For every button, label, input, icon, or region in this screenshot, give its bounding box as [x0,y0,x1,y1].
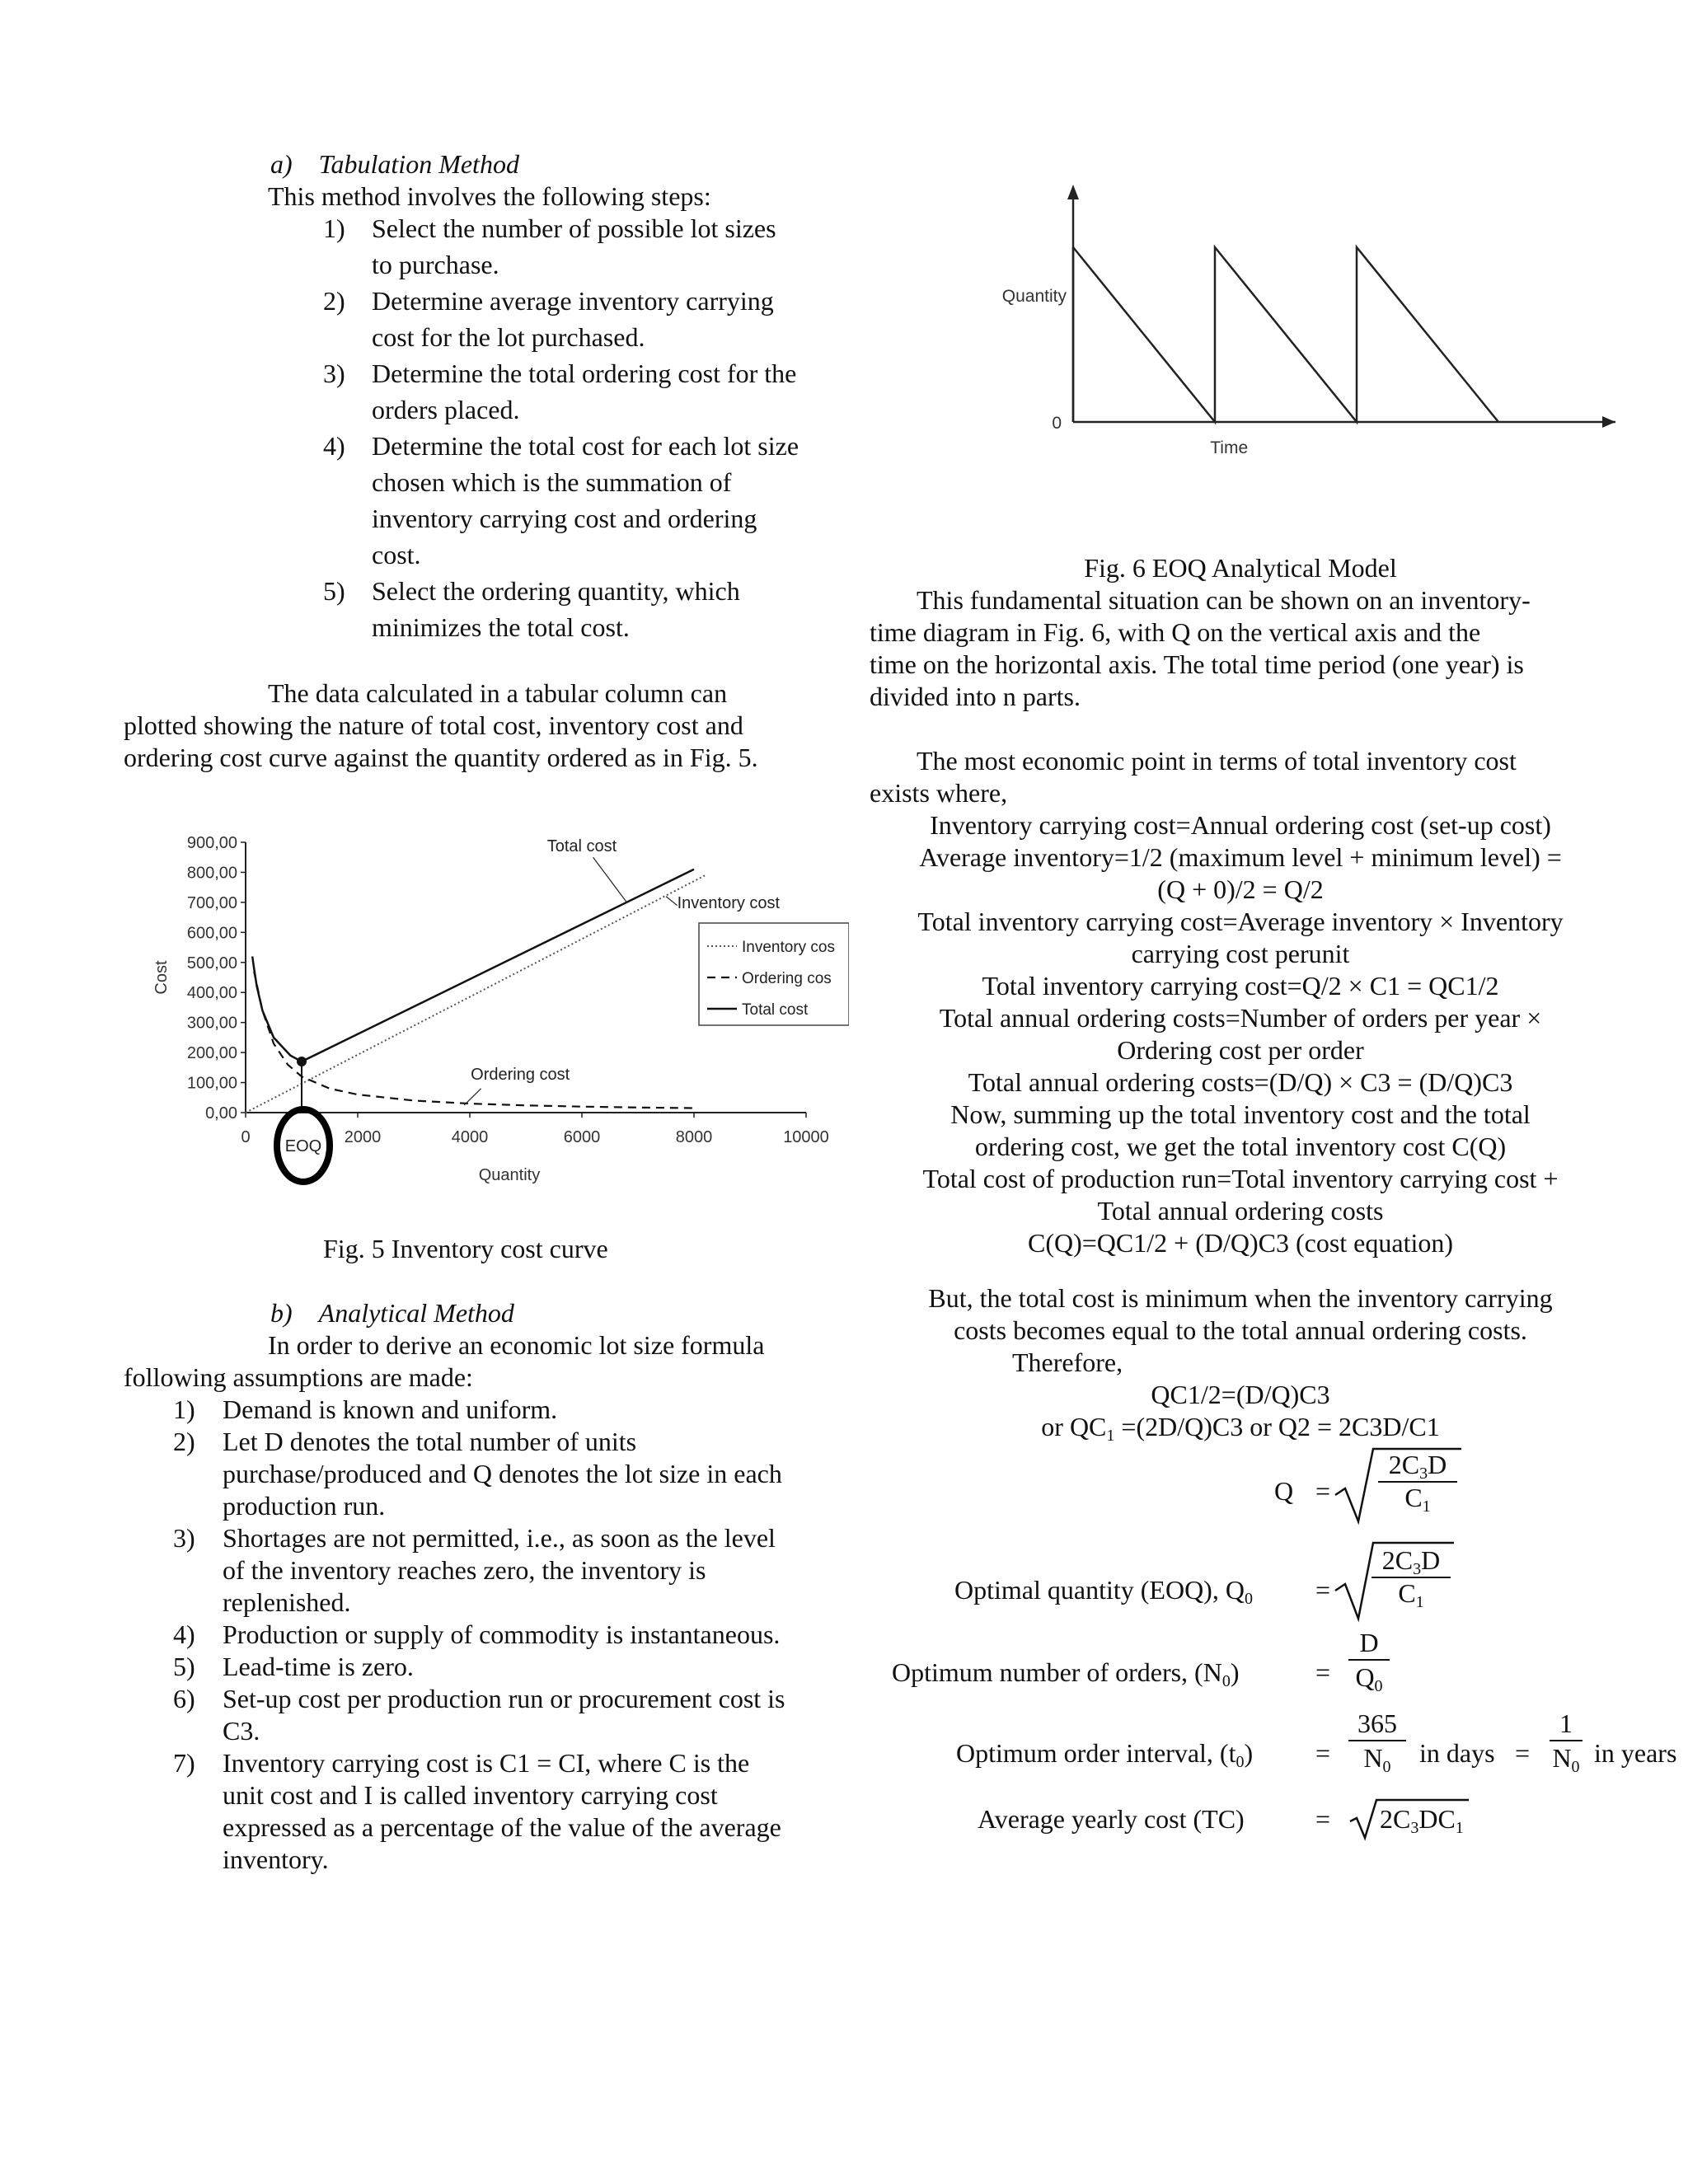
y-tick-label: 400,00 [186,984,237,1003]
step-number: 4) [323,431,345,461]
equals-sign: = [1515,1738,1531,1768]
fraction-bar [1550,1740,1582,1741]
x-axis-label: Time [1210,438,1249,457]
orders-numerator: D [1359,1628,1379,1657]
derivation-line: Ordering cost per order [1117,1035,1364,1065]
step-text-line: chosen which is the summation of [372,467,732,497]
assumption-number: 2) [173,1427,195,1456]
assumption-number: 3) [173,1523,195,1553]
assumption-text-line: Inventory carrying cost is C1 = CI, where C is the [223,1748,750,1778]
eoq-numerator: $2C_3D$ [1381,1545,1441,1578]
therefore-text: Therefore, [1012,1347,1123,1377]
step-text-line: Select the number of possible lot sizes [372,213,776,243]
fig6-caption: Fig. 6 EOQ Analytical Model [1084,553,1397,583]
assumption-number: 7) [173,1748,195,1778]
step-number: 5) [323,576,345,606]
annotation-leader [593,857,627,902]
assumption-number: 1) [173,1394,195,1424]
interval-label: Optimum order interval, $(t_0)$ [956,1738,1254,1771]
para3-line1: This fundamental situation can be shown on an inventory- [917,585,1531,615]
annotation-leader [464,1089,481,1105]
y-axis-arrow [1067,185,1079,199]
y-axis-label: Cost [152,960,171,995]
q-symbol: Q [1274,1476,1294,1506]
derivation-line: Now, summing up the total inventory cost and the total [950,1099,1531,1129]
y-tick-label: 200,00 [186,1044,237,1063]
q-denominator: $C_1$ [1404,1483,1431,1516]
derivation-line: Total inventory carrying cost=Average inventory × Inventory [917,907,1564,936]
y-tick-label: 600,00 [186,924,237,943]
one-numerator: 1 [1559,1708,1573,1738]
eoq-label: Optimal quantity (EOQ), $Q_0$ [954,1575,1253,1608]
step-text-line: to purchase. [372,250,499,279]
y-tick-label: 500,00 [186,954,237,972]
sawtooth-line [1073,247,1498,422]
equals-sign: = [1315,1804,1331,1834]
y-axis-label: Quantity [1001,287,1067,306]
x-tick-label: 4000 [451,1128,489,1146]
y-tick-label: 900,00 [186,834,237,852]
x-tick-label: 6000 [563,1128,601,1146]
equals-sign: = [1315,1738,1331,1768]
section-a-title: a) Tabulation Method [270,149,519,179]
fraction-bar [1348,1659,1390,1661]
x-axis-label: Quantity [478,1166,541,1184]
in-days-text: in days [1419,1738,1495,1768]
derivation-line: Inventory carrying cost=Annual ordering cost (set-up cost) [930,810,1551,840]
derivation-line: (Q + 0)/2 = Q/2 [1157,874,1324,904]
section-a-intro: This method involves the following steps: [268,181,711,211]
annotation-total-cost: Total cost [546,837,617,855]
eoq-label: EOQ [284,1137,322,1155]
annotation-inventory-cost: Inventory cost [677,894,781,913]
assumption-text-line: replenished. [223,1587,351,1617]
assumption-text-line: Set-up cost per production run or procurement cost is [223,1684,785,1713]
derivation-line: Total annual ordering costs=(D/Q) × C3 = (D/Q)C3 [968,1067,1513,1097]
conclusion-line2: costs becomes equal to the total annual ordering costs. [954,1315,1527,1345]
step-text-line: Determine average inventory carrying [372,286,774,316]
legend-label: Inventory cos [742,939,835,956]
y-tick-label: 700,00 [186,893,237,912]
q-numerator: $2C_3D$ [1388,1450,1447,1483]
series-solid-line [302,869,694,1062]
assumption-text-line: Demand is known and uniform. [223,1394,558,1424]
x-tick-label: 8000 [675,1128,713,1146]
orders-denominator: $Q_0$ [1355,1662,1383,1695]
step-number: 3) [323,359,345,388]
step-text-line: Select the ordering quantity, which [372,576,740,606]
y-tick-label: 100,00 [186,1074,237,1093]
derivation-line: C(Q)=QC1/2 + (D/Q)C3 (cost equation) [1027,1228,1453,1258]
origin-label: 0 [1052,414,1062,433]
assumption-text-line: Lead-time is zero. [223,1652,414,1681]
eoq-denominator: $C_1$ [1398,1578,1424,1611]
step-number: 1) [323,213,345,243]
para4-line2: exists where, [870,778,1008,808]
step-text-line: cost for the lot purchased. [372,322,645,352]
derivation-line: Total annual ordering costs=Number of orders per year × [939,1003,1542,1033]
para3-line2: time diagram in Fig. 6, with Q on the vertical axis and the [870,617,1481,647]
legend-label: Total cost [742,1001,809,1019]
para1-line3: ordering cost curve against the quantity ordered as in Fig. 5. [124,743,758,772]
assumption-text-line: unit cost and I is called inventory carrying cost [223,1780,718,1810]
inventory-cost-chart [148,824,849,1203]
para2-line1: In order to derive an economic lot size formula [268,1330,765,1360]
y-tick-label: 800,00 [186,864,237,883]
x-axis-arrow [1602,416,1615,428]
assumption-text-line: expressed as a percentage of the value of the average [223,1812,781,1842]
derivation-line: Total inventory carrying cost=Q/2 × C1 = QC1/2 [982,971,1499,1001]
years-denominator: $N_0$ [1552,1743,1580,1776]
para3-line3: time on the horizontal axis. The total time period (one year) is [870,649,1524,679]
step-text-line: Determine the total ordering cost for the [372,359,797,388]
para3-line4: divided into n parts. [870,682,1081,711]
assumption-text-line: C3. [223,1716,260,1746]
step-text-line: Determine the total cost for each lot size [372,431,799,461]
para4-line1: The most economic point in terms of total inventory cost [917,746,1517,776]
in-years-text: in years [1594,1738,1677,1768]
legend-label: Ordering cos [742,970,832,987]
orders-label: Optimum number of orders, $(N_0)$ [892,1657,1240,1690]
y-tick-label: 0,00 [205,1104,237,1122]
assumption-number: 4) [173,1619,195,1649]
x-tick-label: 2000 [344,1128,382,1146]
x-tick-label: 0 [241,1128,251,1146]
conclusion-line1: But, the total cost is minimum when the inventory carrying [928,1283,1553,1313]
equals-sign: = [1315,1476,1331,1506]
assumption-text-line: Let D denotes the total number of units [223,1427,637,1456]
equation-2: or $QC_1 =(2D/Q)C3$ or Q2 = 2C3D/C1 [1041,1412,1440,1445]
assumption-text-line: purchase/produced and Q denotes the lot size in each [223,1459,782,1488]
fraction-bar [1348,1740,1406,1741]
interval-denominator: $N_0$ [1363,1743,1391,1776]
y-tick-label: 300,00 [186,1014,237,1033]
series-dashed-line [254,972,694,1108]
step-number: 2) [323,286,345,316]
derivation-line: carrying cost perunit [1131,939,1350,968]
step-text-line: orders placed. [372,395,520,424]
interval-numerator: 365 [1357,1708,1397,1738]
step-text-line: minimizes the total cost. [372,612,630,642]
para1-line2: plotted showing the nature of total cost, inventory cost and [124,710,743,740]
derivation-line: Total cost of production run=Total inventory carrying cost + [922,1164,1559,1193]
assumption-number: 6) [173,1684,195,1713]
equals-sign: = [1315,1575,1331,1605]
para2-line2: following assumptions are made: [124,1362,473,1392]
tc-label: Average yearly cost (TC) [978,1804,1245,1834]
derivation-line: ordering cost, we get the total inventory cost C(Q) [974,1132,1507,1161]
assumption-text-line: Shortages are not permitted, i.e., as soon as the level [223,1523,776,1553]
x-tick-label: 10000 [783,1128,829,1146]
para1-line1: The data calculated in a tabular column can [268,678,728,708]
annotation-leader [666,897,678,906]
total-cost-curve-min [252,956,302,1062]
assumption-number: 5) [173,1652,195,1681]
assumption-text-line: Production or supply of commodity is instantaneous. [223,1619,781,1649]
step-text-line: cost. [372,540,421,569]
assumption-text-line: production run. [223,1491,386,1521]
derivation-line: Average inventory=1/2 (maximum level + minimum level) = [919,842,1562,872]
equals-sign: = [1315,1657,1331,1687]
step-text-line: inventory carrying cost and ordering [372,504,757,533]
assumption-text-line: inventory. [223,1844,329,1874]
eoq-model-chart [973,181,1632,478]
section-b-title: b) Analytical Method [270,1298,514,1328]
assumption-text-line: of the inventory reaches zero, the inventory is [223,1555,706,1585]
derivation-line: Total annual ordering costs [1097,1196,1384,1226]
fig5-caption: Fig. 5 Inventory cost curve [323,1234,608,1263]
annotation-ordering-cost: Ordering cost [471,1065,570,1084]
equation-1: QC1/2=(D/Q)C3 [1151,1380,1330,1409]
tc-radicand: $2C_3DC_1$ [1380,1804,1464,1837]
